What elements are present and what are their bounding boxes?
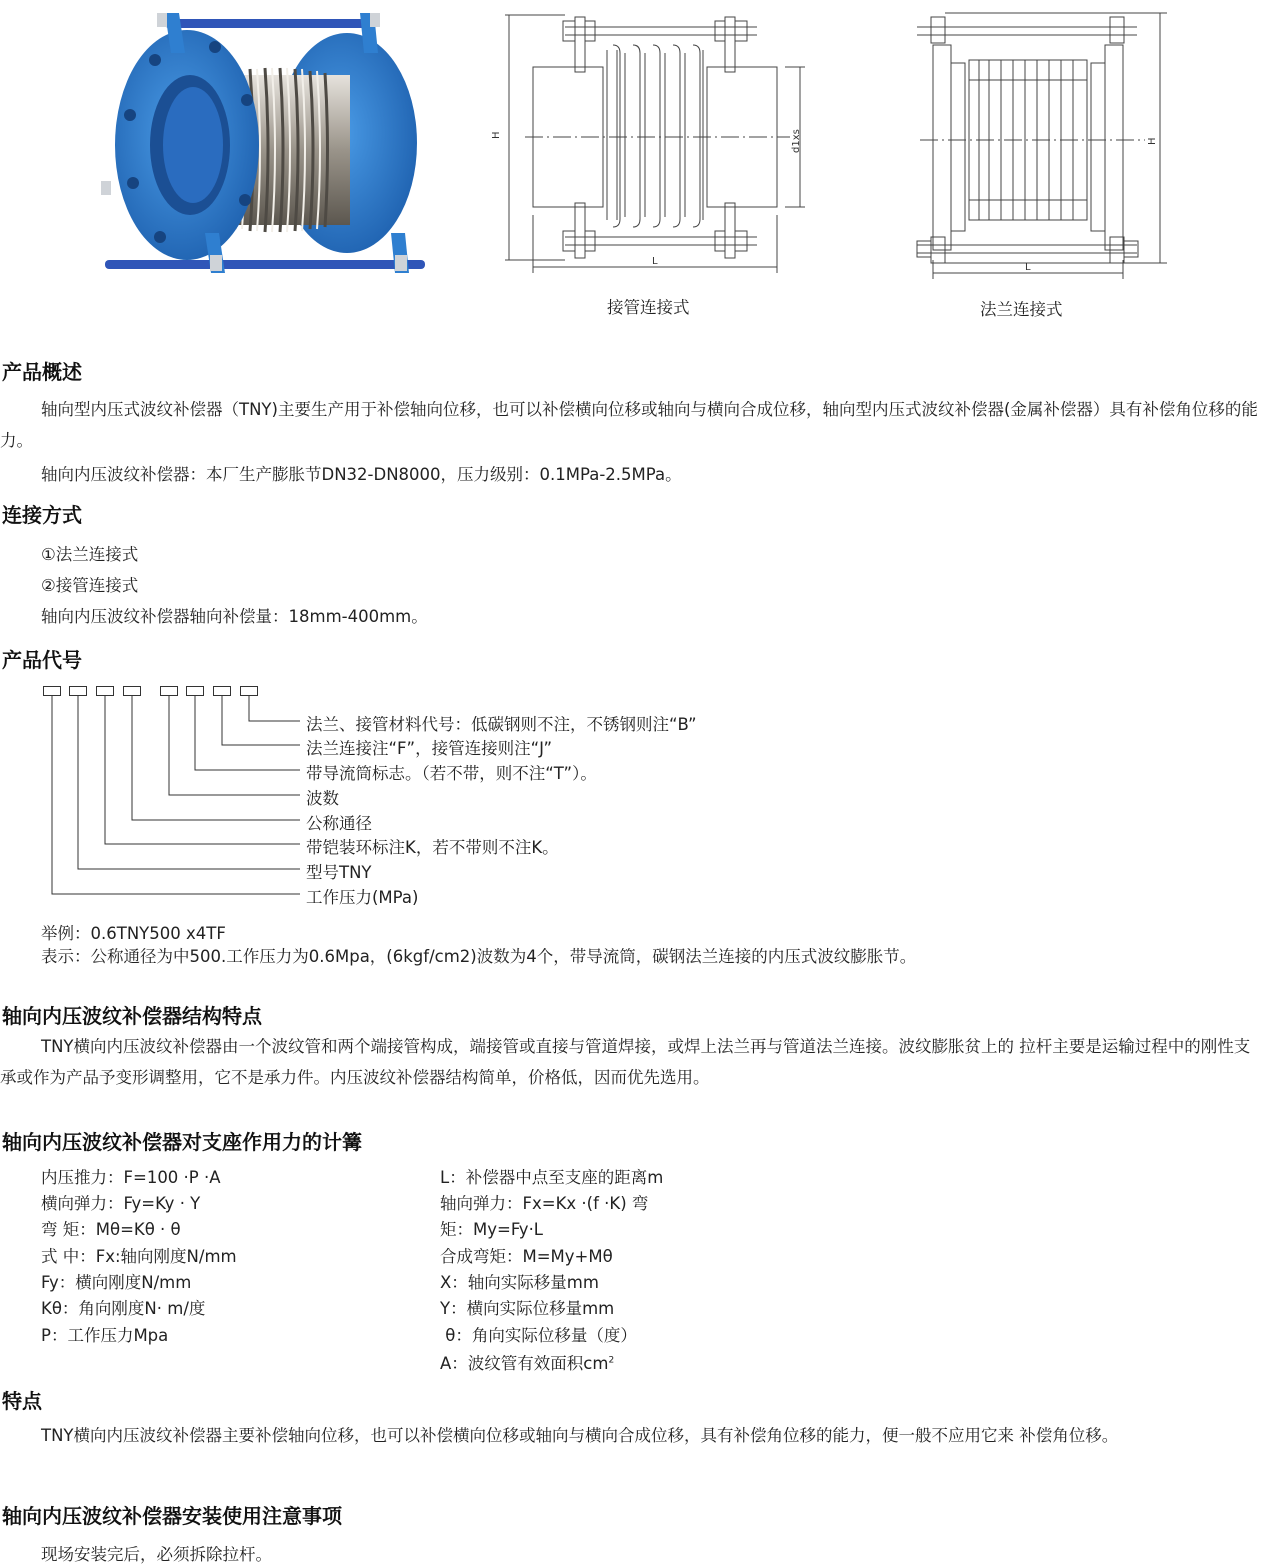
code-legend-armor: 带铠装环标注K，若不带则不注K。 <box>306 838 559 857</box>
structure-para: TNY横向内压波纹补偿器由一个波纹管和两个端接管构成，端接管或直接与管道焊接，或焊上法兰再与管道法兰连接。波纹膨胀贫上的 拉杆主要是运输过程中的刚性支承或作为产品予变形调整用，它不是承力件。内压波纹补偿器结构简单，价格低，因而优先选用。 <box>0 1037 1251 1087</box>
features-para: TNY横向内压波纹补偿器主要补偿轴向位移，也可以补偿横向位移或轴向与横向合成位移，具有补偿角位移的能力，便一般不应用它来 补偿角位移。 <box>41 1426 1119 1445</box>
code-legend-diameter: 公称通径 <box>306 814 372 833</box>
calc-left-1: 内压推力：F=100 ·P ·A <box>41 1168 221 1187</box>
connection-note: 轴向内压波纹补偿器轴向补偿量：18mm-400mm。 <box>41 607 428 626</box>
calc-right-7: θ：角向实际位移量（度） <box>440 1326 637 1345</box>
calc-left-6: Kθ：角向刚度N· m/度 <box>41 1299 206 1318</box>
calc-right-8 <box>440 1350 614 1374</box>
pipe-connection-drawing <box>491 5 815 280</box>
code-legend-connection: 法兰连接注“F”，接管连接则注“J” <box>306 739 553 758</box>
code-legend-waves: 波数 <box>306 789 339 808</box>
install-heading: 轴向内压波纹补偿器安装使用注意事项 <box>2 1504 342 1528</box>
calc-right-6: Y：横向实际位移量mm <box>440 1299 615 1318</box>
connection-item-flange: ①法兰连接式 <box>41 545 139 564</box>
install-para: 现场安装完后，必须拆除拉杆。 <box>41 1545 272 1564</box>
calc-right-8-text: A：波纹管有效面积cm <box>440 1354 609 1373</box>
calc-right-3: 矩：My=Fy·L <box>440 1220 544 1239</box>
code-legend-model: 型号TNY <box>306 863 372 882</box>
code-legend-pressure: 工作压力(MPa) <box>306 888 419 907</box>
structure-heading: 轴向内压波纹补偿器结构特点 <box>2 1004 262 1028</box>
overview-para-2: 轴向内压波纹补偿器：本厂生产膨胀节DN32-DN8000，压力级别：0.1MPa-2.5MPa。 <box>41 465 682 484</box>
code-example: 举例：0.6TNY500 x4TF <box>41 924 226 943</box>
dim-L-label: L <box>652 256 658 267</box>
caption-flange-connection: 法兰连接式 <box>980 300 1063 319</box>
dim-H-label-2: H <box>1147 137 1158 145</box>
calc-right-2: 轴向弹力：Fx=Kx ·(f ·K) 弯 <box>440 1194 649 1213</box>
code-legend-material: 法兰、接管材料代号：低碳钢则不注，不锈钢则注“B” <box>306 715 697 734</box>
calc-right-5: X：轴向实际移量mm <box>440 1273 599 1292</box>
features-heading: 特点 <box>2 1389 42 1413</box>
caption-pipe-connection: 接管连接式 <box>607 298 690 317</box>
calc-left-3: 弯 矩：Mθ=Kθ · θ <box>41 1220 181 1239</box>
code-legend-guide: 带导流筒标志。（若不带，则不注“T”）。 <box>306 764 597 783</box>
calc-right-4: 合成弯矩：M=My+Mθ <box>440 1247 613 1266</box>
code-heading: 产品代号 <box>2 648 82 672</box>
dim-H-label: H <box>491 131 502 139</box>
flange-connection-drawing <box>905 5 1170 280</box>
calc-right-1: L：补偿器中点至支座的距离m <box>440 1168 664 1187</box>
calc-left-2: 横向弹力：Fy=Ky · Y <box>41 1194 201 1213</box>
code-leader-lines <box>0 0 310 910</box>
code-meaning: 表示：公称通径为中500.工作压力为0.6Mpa，(6kgf/cm2)波数为4个，带导流筒，碳钢法兰连接的内压式波纹膨胀节。 <box>41 947 917 966</box>
dim-d1xs-label: d1xs <box>791 129 802 153</box>
connection-heading: 连接方式 <box>2 503 82 527</box>
calc-heading: 轴向内压波纹补偿器对支座作用力的计篝 <box>2 1130 362 1154</box>
overview-heading: 产品概述 <box>2 360 82 384</box>
connection-item-pipe: ②接管连接式 <box>41 576 139 595</box>
calc-right-8-sup: 2 <box>608 1355 615 1366</box>
calc-left-7: P：工作压力Mpa <box>41 1326 169 1345</box>
dim-L-label-2: L <box>1025 262 1031 273</box>
calc-left-4: 式 中：Fx:轴向刚度N/mm <box>41 1247 237 1266</box>
overview-para-1: 轴向型内压式波纹补偿器（TNY)主要生产用于补偿轴向位移，也可以补偿横向位移或轴向与横向合成位移，轴向型内压式波纹补偿器(金属补偿器）具有补偿角位移的能力。 <box>0 400 1258 450</box>
calc-left-5: Fy：横向刚度N/mm <box>41 1273 192 1292</box>
